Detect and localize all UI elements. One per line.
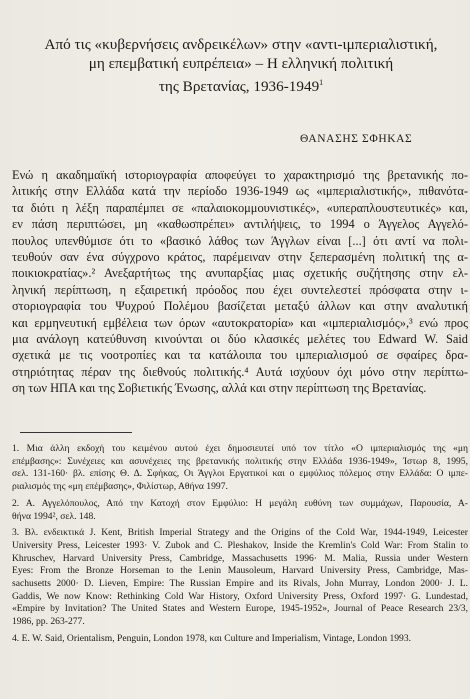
- body-text: [12, 167, 468, 397]
- footnote-2-line: θήνα 1994², σελ. 148.: [12, 510, 96, 522]
- body-line: τα διότι η λέξη παραπέμπει σε «παλαιοκομμουνιστικές», «υπεραπλουστευτικές» και,: [12, 200, 468, 215]
- body-line: πουλος υπενθύμισε ότι το «βασικό λάθος των Άγγλων είναι [...] ότι αντί να πολι-: [12, 233, 468, 248]
- footnote-3-line: Khruschev, Harvard University Press, Cambridge, Massachusetts 1996· M. Malia, Russia under Western: [12, 552, 468, 564]
- footnote-3-line: «Empire by Invitation? The United States and Western Europe, 1945-1952», Journal of Peace Research 23/3,: [12, 603, 468, 615]
- footnotes: [12, 443, 468, 646]
- footnote-3-line: 3. Βλ. ενδεικτικά J. Kent, British Imperial Strategy and the Origins of the Cold War, 1944-1949, Leicester: [12, 527, 468, 539]
- footnote-3-line: sachusetts 2000· D. Lieven, Empire: The Russian Empire and its Rivals, John Murray, London 2000· J. L.: [12, 578, 468, 590]
- body-line: ση των ΗΠΑ και της Σοβιετικής Ένωσης, αλλά και στην περίπτωση της Βρετανίας.: [12, 381, 427, 396]
- body-line: ποικιοκρατίας».² Ανεξαρτήτως της ανυπαρξίας μιας σχετικής συζήτησης στην ελ-: [12, 266, 468, 281]
- body-line: μια ανάλογη κατεύθυνση κινούνται οι δύο κλασικές μελέτες του Edward W. Said: [12, 332, 468, 347]
- body-line: ληνική περίπτωση, η εξαιρετική πρόοδος που έχει συντελεστεί πρόσφατα στην ι-: [12, 282, 468, 297]
- footnote-1-line: 1. Μια άλλη εκδοχή του κειμένου αυτού έχει δημοσιευτεί υπό τον τίτλο «Ο ιμπεριαλισμός της «μη: [12, 443, 468, 454]
- footnote-1-line: επέμβασης»: Συνέχειες και ασυνέχειες της βρετανικής πολιτικής στην Ελλάδα 1936-1949», Ίστωρ 8, 1995,: [12, 455, 468, 467]
- chapter-title: [22, 35, 460, 96]
- footnote-3-line: Eyes: From the Bronze Horseman to the Lenin Mausoleum, Harvard University Press, Cambridge, Mas-: [12, 565, 468, 577]
- footnote-1-line: ριαλισμός της «μη επέμβασης», Φιλίστωρ, Αθήνα 1997.: [12, 481, 228, 493]
- body-line: Ενώ η ακαδημαϊκή ιστοριογραφία αποφεύγει το χαρακτηρισμό της βρετανικής πο-: [12, 168, 468, 182]
- title-footnote-mark: 1: [319, 78, 324, 87]
- footnote-2-line: 2. Α. Αγγελόπουλος, Από την Κατοχή στον Εμφύλιο: Η μεγάλη ευθύνη των συμμάχων, Παρουσία, Α-: [12, 497, 468, 509]
- footnote-1-line: σελ. 131-160· βλ. επίσης Θ. Δ. Σφήκας, Οι Άγγλοι Εργατικοί και ο εμφύλιος πόλεμος στην Ελλάδα: Ο ιμπε-: [12, 468, 468, 480]
- body-line: στηριότητας πέραν της διεθνούς πολιτικής.⁴ Αυτά ισχύουν όχι μόνο στην περίπτω-: [12, 364, 468, 379]
- title-line-3-text: της Βρετανίας, 1936-1949: [158, 78, 320, 96]
- footnote-3-line: University Press, Leicester 1993· V. Zubok and C. Pleshakov, Inside the Kremlin's Cold War: From Stalin to: [12, 539, 468, 551]
- body-line: τευθούν σαν ένα σύγχρονο κράτος, παρέμειναν στην ξεπερασμένη πολιτική της α-: [12, 250, 468, 265]
- body-line: λιτικής στην Ελλάδα κατά την περίοδο 1936-1949 ως «ιμπεριαλιστικής», πιθανότα-: [12, 184, 468, 199]
- body-line: στοριογραφία του Ψυχρού Πολέμου βασίζεται μεταξύ άλλων και στην αναλυτική: [12, 299, 468, 314]
- body-line: και ερμηνευτική εμβέλεια των όρων «αυτοκρατορία» και «ιμπεριαλισμός»,³ ενώ προς: [12, 315, 468, 330]
- body-line: σχετικά με τις νοοτροπίες και τα κατάλοιπα του ιμπεριαλισμού σε σφαίρες δρα-: [12, 348, 468, 363]
- footnote-3-line: Gaddis, We now Know: Rethinking Cold War History, Oxford University Press, Oxford 1997· G. Lundestad,: [12, 590, 468, 602]
- author-name: ΘΑΝΑΣΗΣ ΣΦΗΚΑΣ: [300, 133, 413, 145]
- title-line-3: [22, 73, 460, 96]
- footnote-divider: [20, 432, 132, 433]
- footnote-4-line: 4. E. W. Said, Orientalism, Penguin, London 1978, και Culture and Imperialism, Vintage, London 1993.: [12, 632, 412, 644]
- footnote-3-line: 1986, pp. 263-277.: [12, 616, 85, 628]
- body-line: εν πάση περιπτώσει, μη «καθωσπρέπει» αντιλήψεις, το 1994 ο Άγγελος Αγγελό-: [12, 217, 468, 232]
- title-line-1: Από τις «κυβερνήσεις ανδρεικέλων» στην «αντι-ιμπεριαλιστική,: [44, 36, 438, 53]
- title-line-2: μη επεμβατική ευπρέπεια» – Η ελληνική πολιτική: [88, 55, 394, 72]
